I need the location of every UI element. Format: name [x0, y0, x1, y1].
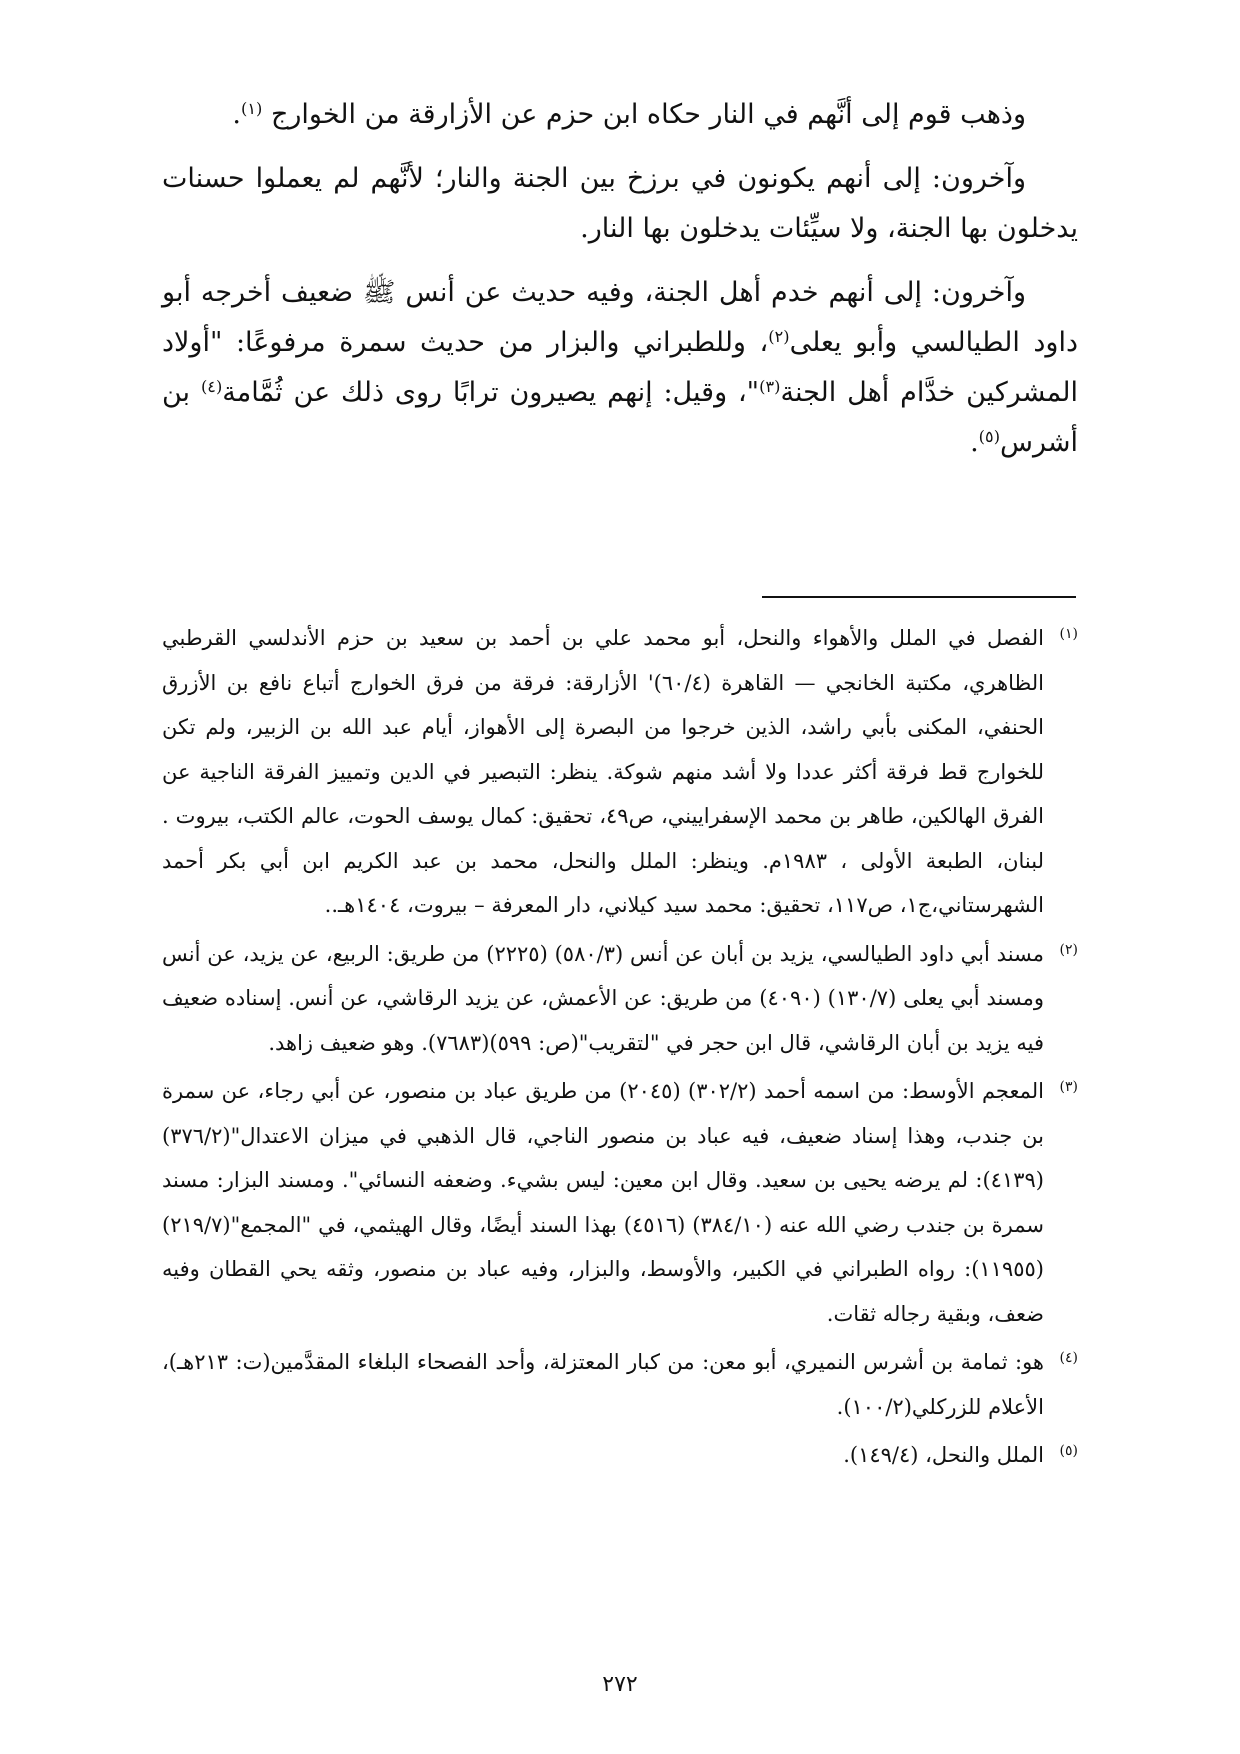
- footnote-number: (١): [1059, 626, 1078, 642]
- footnote-1: [162, 612, 1078, 928]
- footnote-separator: [762, 596, 1076, 598]
- page-number: ٢٧٢: [602, 1672, 638, 1697]
- main-text: [162, 90, 1078, 482]
- footnote-ref-4[interactable]: (٤): [200, 377, 223, 396]
- footnote-number: (٥): [1059, 1443, 1078, 1459]
- footnote-text: الفصل في الملل والأهواء والنحل، أبو محمد علي بن أحمد بن سعيد بن حزم الأندلسي القرطبي الظاهري، مكتبة الخانجي — القاهرة (٦٠/٤)' الأزارقة: فرقة من فرق الخوارج أتباع نافع بن الأزرق الحنفي، المكنى بأبي راشد، الذين خرجوا من البصرة إلى الأهواز، أيام عبد الله بن الزبير، ولم تكن للخوارج قط فرقة أكثر عددا ولا أشد منهم شوكة. ينظر: التبصير في الدين وتمييز الفرقة الناجية عن الفرق الهالكين، طاهر بن محمد الإسفراييني، ص٤٩، تحقيق: كمال يوسف الحوت، عالم الكتب، بيروت . لبنان، الطبعة الأولى ، ١٩٨٣م. وينظر: الملل والنحل، محمد بن عبد الكريم ابن أبي بكر أحمد الشهرستاني،ج١، ص١١٧، تحقيق: محمد سيد كيلاني، دار المعرفة – بيروت، ١٤٠٤هـ..: [162, 626, 1045, 917]
- footnote-text: مسند أبي داود الطيالسي، يزيد بن أبان عن أنس (٥٨٠/٣) (٢٢٢٥) من طريق: الربيع، عن يزيد، عن أنس ومسند أبي يعلى (١٣٠/٧) (٤٠٩٠) من طريق: عن الأعمش، عن يزيد الرقاشي، عن أنس. إسناده ضعيف فيه يزيد بن أبان الرقاشي، قال ابن حجر في "لتقريب"(ص: ٥٩٩)(٧٦٨٣). وهو ضعيف زاهد.: [162, 941, 1045, 1055]
- footnote-text: المعجم الأوسط: من اسمه أحمد (٣٠٢/٢) (٢٠٤٥) من طريق عباد بن منصور، عن أبي رجاء، عن سمرة بن جندب، وهذا إسناد ضعيف، فيه عباد بن منصور الناجي، قال الذهبي في ميزان الاعتدال"(٣٧٦/٢)(٤١٣٩): لم يرضه يحيى بن سعيد. وقال ابن معين: ليس بشيء. وضعفه النسائي". ومسند البزار: مسند سمرة بن جندب رضي الله عنه (٣٨٤/١٠) (٤٥١٦) بهذا السند أيضًا، وقال الهيثمي، في "المجمع"(٢١٩/٧)(١١٩٥٥): رواه الطبراني في الكبير، والأوسط، والبزار، وفيه عباد بن منصور، وثقه يحي القطان وفيه ضعف، وبقية رجاله ثقات.: [162, 1079, 1045, 1326]
- footnote-number: (٢): [1059, 941, 1079, 958]
- footnote-ref-2[interactable]: (٢): [768, 327, 790, 346]
- paragraph-1: وذهب قوم إلى أنَّهم في النار حكاه ابن حزم عن الأزارقة من الخوارج $^{(١)}$.: [232, 99, 1026, 130]
- footnote-4: [162, 1336, 1078, 1429]
- footnote-5: [162, 1429, 1078, 1478]
- paragraph-2: وآخرون: إلى أنهم يكونون في برزخ بين الجنة والنار؛ لأنَّهم لم يعملوا حسنات يدخلون بها الجنة، ولا سيِّئات يدخلون بها النار.: [162, 163, 1078, 244]
- footnote-text: هو: ثمامة بن أشرس النميري، أبو معن: من كبار المعتزلة، وأحد الفصحاء البلغاء المقدَّمين(ت: ٢١٣هـ)، الأعلام للزركلي(١٠٠/٢).: [162, 1350, 1044, 1419]
- footnotes: [162, 612, 1078, 1478]
- footnote-ref-1[interactable]: (١): [240, 99, 263, 118]
- paragraph-3: وآخرون: إلى أنهم خدم أهل الجنة، وفيه حديث عن أنس ﷺ ضعيف أخرجه أبو داود الطيالسي وأبو يعلى$^{(٢)}$، وللطبراني والبزار من حديث سمرة مرفوعًا: "أولاد المشركين خدَّام أهل الجنة$^{(٣)}$"، وقيل: إنهم يصيرون ترابًا روى ذلك عن ثُمَّامة$^{(٤)}$ بن أشرس$^{(٥)}$.: [162, 277, 1078, 458]
- footnote-number: (٤): [1059, 1350, 1078, 1366]
- footnote-ref-5[interactable]: (٥): [978, 427, 1001, 446]
- footnote-text: الملل والنحل، (١٤٩/٤).: [843, 1443, 1044, 1467]
- footnote-ref-3[interactable]: (٣): [759, 377, 781, 396]
- footnote-2: [162, 928, 1078, 1066]
- footnote-number: (٣): [1059, 1079, 1078, 1095]
- footnote-3: [162, 1065, 1078, 1336]
